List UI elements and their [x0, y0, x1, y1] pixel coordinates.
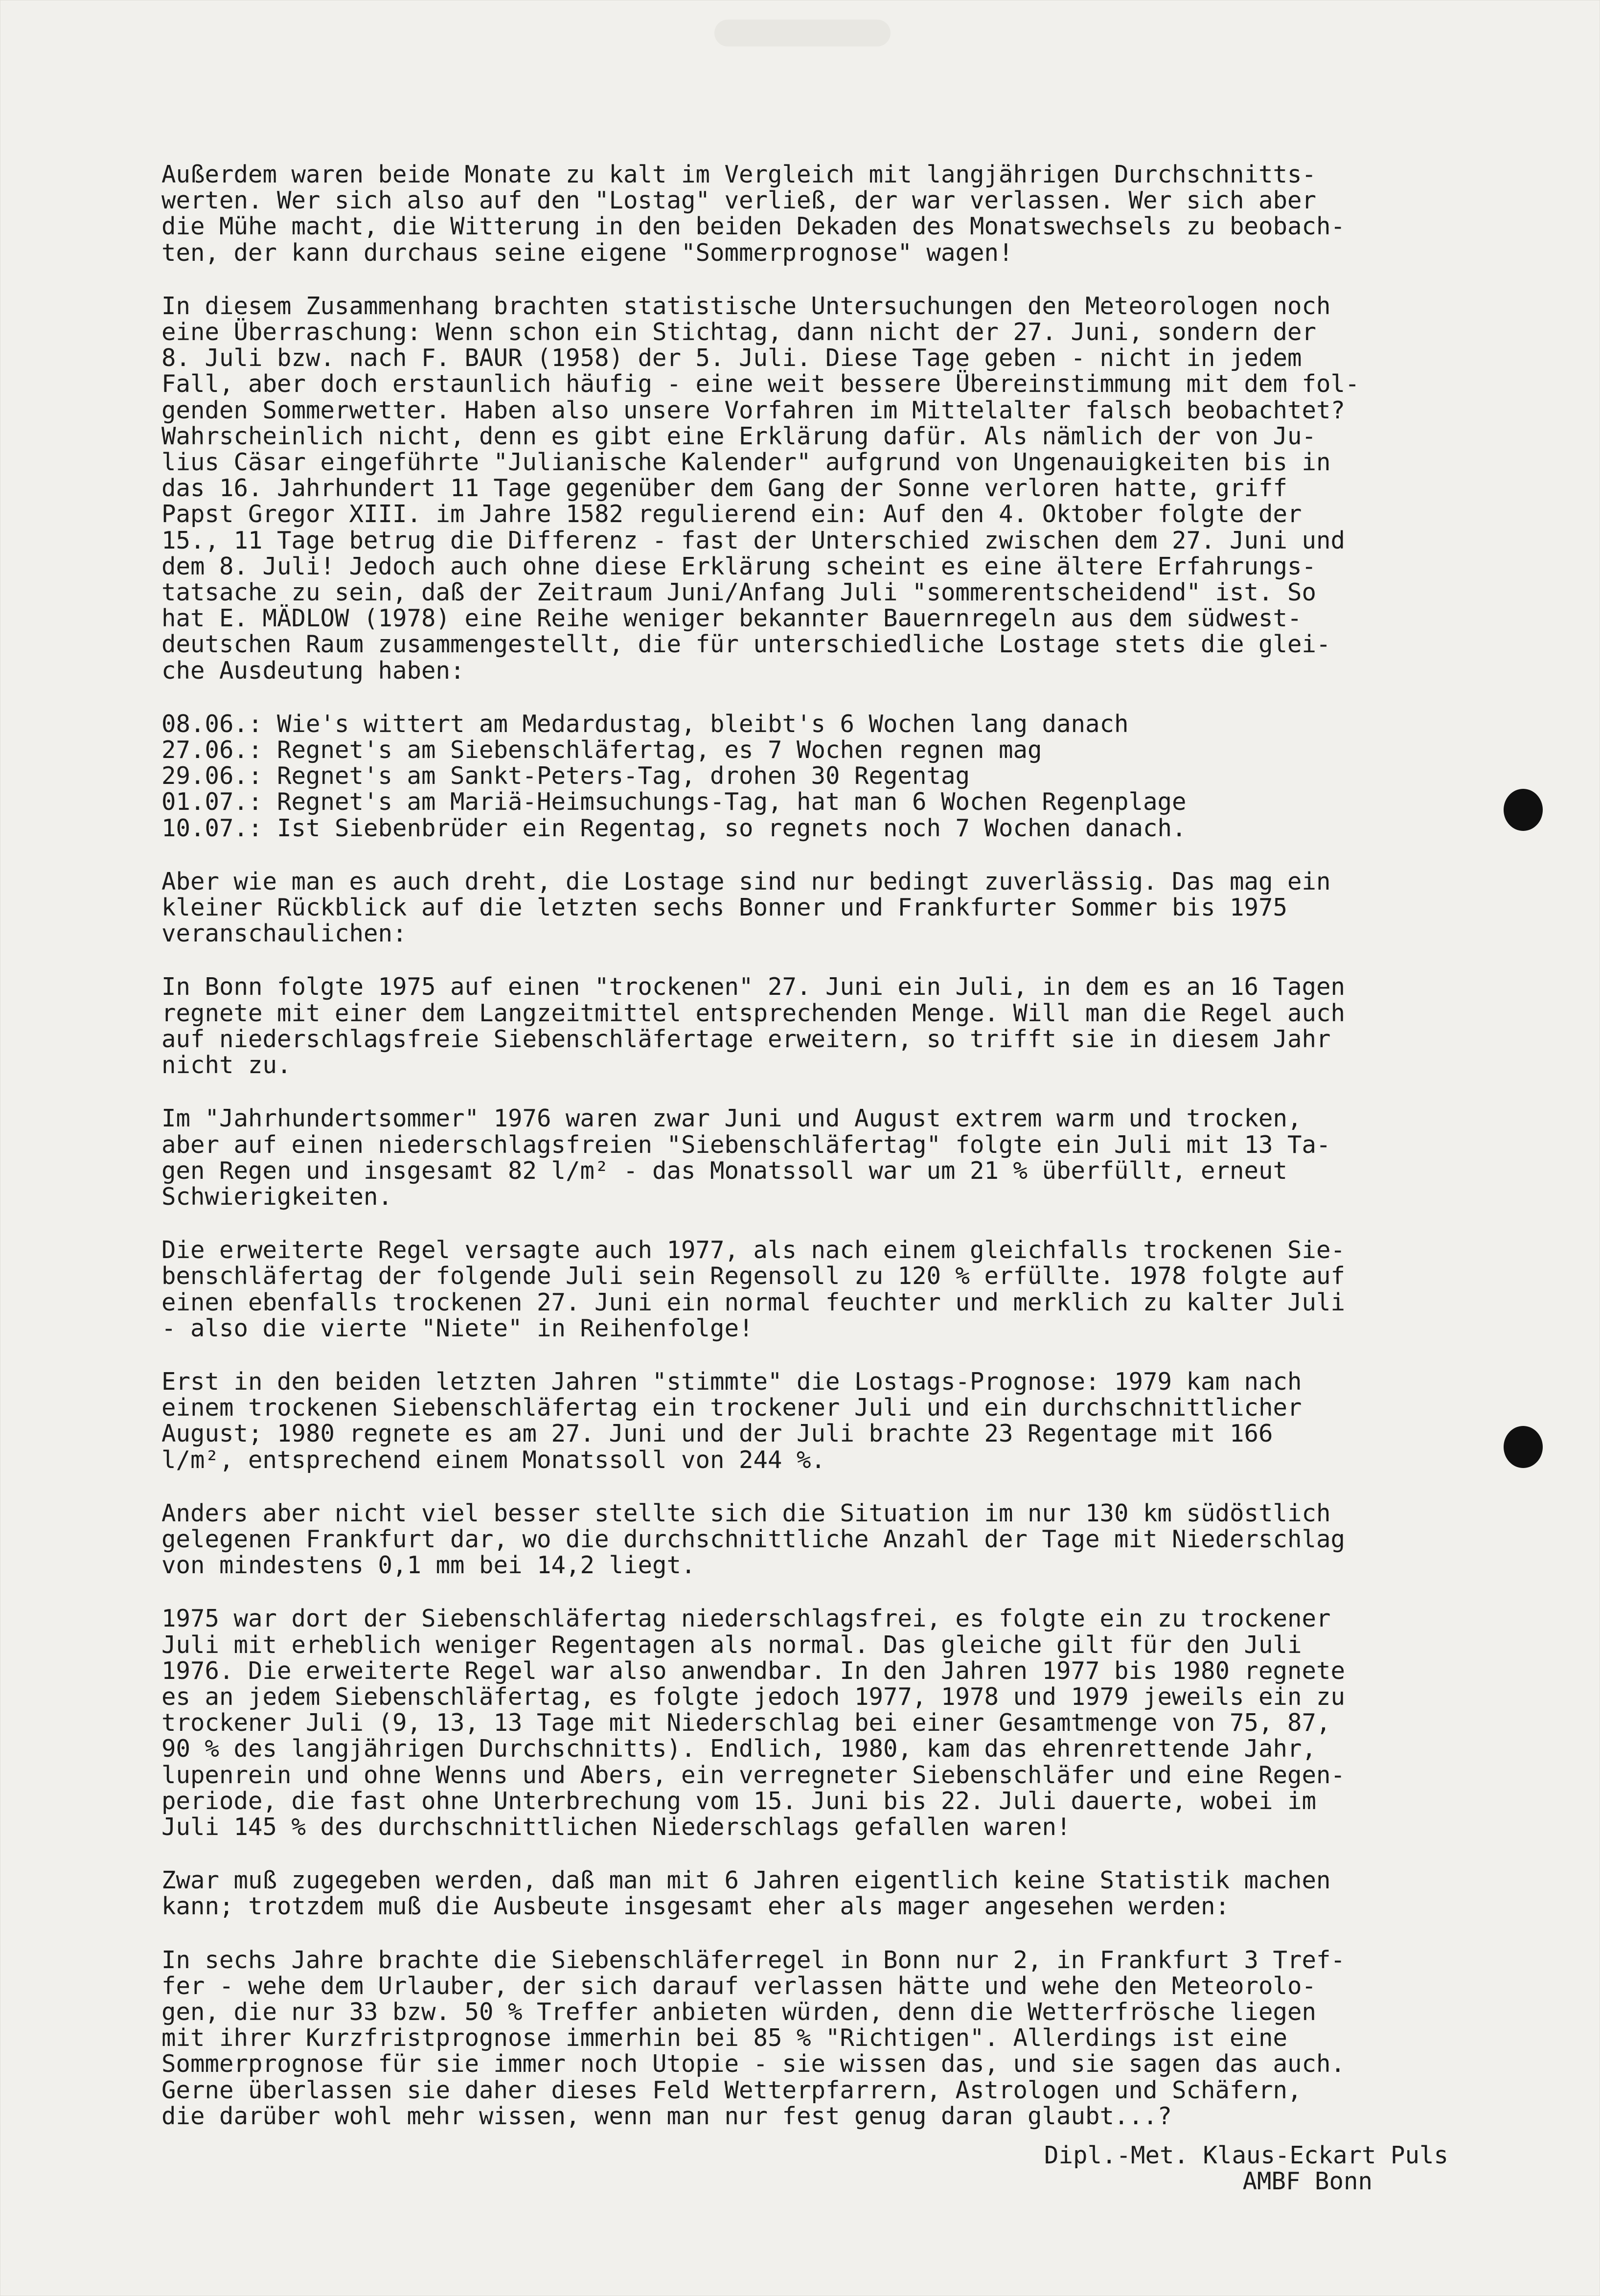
paragraph-bonn-1977-1978: Die erweiterte Regel versagte auch 1977, als nach einem gleichfalls trockenen Sie- benschläfertag der folgende Juli sein Regensoll zu 120 % erfüllte. 1978 folgte auf einen ebenfalls trockenen 27. Juni ein normal feuchter und merklich zu kalter Juli - also die vierte "Niete" in Reihenfolge! — [161, 1236, 1346, 1342]
signature-block — [1044, 2142, 1448, 2194]
punch-hole — [1504, 1426, 1543, 1468]
rule-item: 29.06.: Regnet's am Sankt-Peters-Tag, drohen 30 Regentag — [161, 762, 970, 790]
author-name: Dipl.-Met. Klaus-Eckart Puls — [1044, 2141, 1448, 2169]
rule-item: 08.06.: Wie's wittert am Medardustag, bleibt's 6 Wochen lang danach — [161, 710, 1129, 738]
paragraph-intro: Außerdem waren beide Monate zu kalt im Vergleich mit langjährigen Durchschnitts- werten. Wer sich also auf den "Lostag" verließ, der war verlassen. Wer sich aber die Mühe macht, die Witterung in den beiden Dekaden des Monatswechsels zu beobach- ten, der kann durchaus seine eigene "Sommerprognose" wagen! — [161, 161, 1346, 267]
rule-item: 10.07.: Ist Siebenbrüder ein Regentag, so regnets noch 7 Wochen danach. — [161, 814, 1187, 842]
paragraph-frankfurt-years: 1975 war dort der Siebenschläfertag niederschlagsfrei, es folgte ein zu trockener Juli mit erheblich weniger Regentagen als normal. Das gleiche gilt für den Juli 1976. Die erweiterte Regel war also anwendbar. In den Jahren 1977 bis 1980 regnete es an jedem Siebenschläfertag, es folgte jedoch 1977, 1978 und 1979 jeweils ein zu trockener Juli (9, 13, 13 Tage mit Niederschlag bei einer Gesamtmenge von 75, 87, 90 % des langjährigen Durchschnitts). Endlich, 1980, kam das ehrenrettende Jahr, lupenrein und ohne Wenns und Abers, ein verregneter Siebenschläfer und eine Regen- periode, die fast ohne Unterbrechung vom 15. Juni bis 22. Juli dauerte, wobei im Juli 145 % des durchschnittlichen Niederschlags gefallen waren! — [161, 1605, 1346, 1841]
rule-item: 01.07.: Regnet's am Mariä-Heimsuchungs-Tag, hat man 6 Wochen Regenplage — [161, 788, 1187, 816]
paragraph-frankfurt-intro: Anders aber nicht viel besser stellte sich die Situation im nur 130 km südöstlich gelegenen Frankfurt dar, wo die durchschnittliche Anzahl der Tage mit Niederschlag von mindestens 0,1 mm bei 14,2 liegt. — [161, 1499, 1346, 1580]
punch-hole — [1504, 789, 1543, 831]
paragraph-bonn-1976: Im "Jahrhundertsommer" 1976 waren zwar Juni und August extrem warm und trocken, aber auf einen niederschlagsfreien "Siebenschläfertag" folgte ein Juli mit 13 Ta- gen Regen und insgesamt 82 l/m² - das Monatssoll war um 21 % überfüllt, erneut Schwierigkeiten. — [161, 1104, 1331, 1211]
paragraph-reliability: Aber wie man es auch dreht, die Lostage sind nur bedingt zuverlässig. Das mag ein kleiner Rückblick auf die letzten sechs Bonner und Frankfurter Sommer bis 1975 veranschaulichen: — [161, 867, 1331, 948]
author-organization: AMBF Bonn — [1242, 2167, 1372, 2196]
paragraph-statistics: Zwar muß zugegeben werden, daß man mit 6 Jahren eigentlich keine Statistik machen kann; trotzdem muß die Ausbeute insgesamt eher als mager angesehen werden: — [161, 1866, 1331, 1921]
paragraph-context: In diesem Zusammenhang brachten statistische Untersuchungen den Meteorologen noch eine Überraschung: Wenn schon ein Stichtag, dann nicht der 27. Juni, sondern der 8. Juli bzw. nach F. BAUR (1958) der 5. Juli. Diese Tage geben - nicht in jedem Fall, aber doch erstaunlich häufig - eine weit bessere Übereinstimmung mit dem fol- genden Sommerwetter. Haben also unsere Vorfahren im Mittelalter falsch beobachtet? Wahrscheinlich nicht, denn es gibt eine Erklärung dafür. Als nämlich der von Ju- lius Cäsar eingeführte "Julianische Kalender" aufgrund von Ungenauigkeiten bis in das 16. Jahrhundert 11 Tage gegenüber dem Gang der Sonne verloren hatte, griff Papst Gregor XIII. im Jahre 1582 regulierend ein: Auf den 4. Oktober folgte der 15., 11 Tage betrug die Differenz - fast der Unterschied zwischen dem 27. Juni und dem 8. Juli! Jedoch auch ohne diese Erklärung scheint es eine ältere Erfahrungs- tatsache zu sein, daß der Zeitraum Juni/Anfang Juli "sommerentscheidend" ist. So hat E. MÄDLOW (1978) eine Reihe weniger bekannter Bauernregeln aus dem südwest- deutschen Raum zusammengestellt, die für unterschiedliche Lostage stets die glei- che Ausdeutung haben: — [161, 292, 1360, 685]
paper-smudge — [714, 20, 891, 46]
paragraph-conclusion: In sechs Jahre brachte die Siebenschläferregel in Bonn nur 2, in Frankfurt 3 Tref- fer - wehe dem Urlauber, der sich darauf verlassen hätte und wehe den Meteorolo- gen, die nur 33 bzw. 50 % Treffer anbieten würden, denn die Wetterfrösche liegen mit ihrer Kurzfristprognose immerhin bei 85 % "Richtigen". Allerdings ist eine Sommerprognose für sie immer noch Utopie - sie wissen das, und sie sagen das auch. Gerne überlassen sie daher dieses Feld Wetterpfarrern, Astrologen und Schäfern, die darüber wohl mehr wissen, wenn man nur fest genug daran glaubt...? — [161, 1946, 1346, 2130]
paragraph-bonn-1975: In Bonn folgte 1975 auf einen "trockenen" 27. Juni ein Juli, in dem es an 16 Tagen regnete mit einer dem Langzeitmittel entsprechenden Menge. Will man die Regel auch auf niederschlagsfreie Siebenschläfertage erweitern, so trifft sie in diesem Jahr nicht zu. — [161, 973, 1346, 1079]
document-body — [161, 161, 1443, 2157]
paragraph-bonn-1979-1980: Erst in den beiden letzten Jahren "stimmte" die Lostags-Prognose: 1979 kam nach einem trockenen Siebenschläfertag ein trockener Juli und ein durchschnittlicher August; 1980 regnete es am 27. Juni und der Juli brachte 23 Regentage mit 166 l/m², entsprechend einem Monatssoll von 244 %. — [161, 1367, 1302, 1474]
farmer-rules-list — [161, 711, 1443, 841]
rule-item: 27.06.: Regnet's am Siebenschläfertag, es 7 Wochen regnen mag — [161, 736, 1042, 764]
